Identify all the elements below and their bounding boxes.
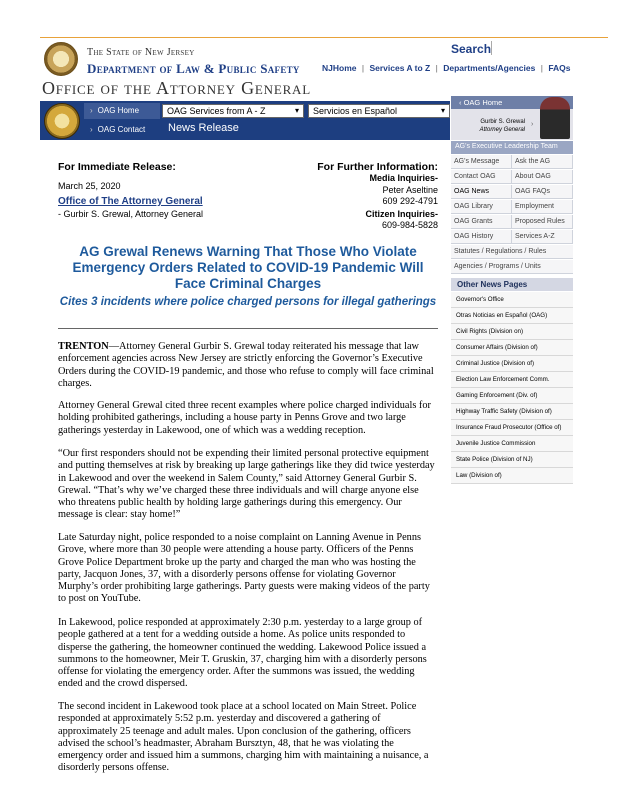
spanish-select[interactable] (308, 104, 450, 118)
services-select[interactable] (162, 104, 304, 118)
link-faqs[interactable]: FAQs (548, 63, 571, 73)
chevron-down-icon: ▾ (294, 106, 299, 115)
link-separator: | (540, 63, 543, 73)
citizen-inquiries-label: Citizen Inquiries- (365, 209, 438, 219)
office-link[interactable]: Office of The Attorney General (58, 196, 203, 207)
chevron-down-icon: ▾ (440, 106, 445, 115)
sidebar-proposed-rules[interactable]: Proposed Rules (512, 215, 573, 229)
release-date: March 25, 2020 (58, 181, 121, 191)
chevron-right-icon: › (531, 121, 534, 128)
nav-oag-contact[interactable] (84, 121, 160, 138)
article-paragraph: In Lakewood, police responded at approximately 2:30 p.m. yesterday to a large group of people gathered at a tent for a wedding outside a home. As police units responded to disperse the gathering, the homeowner continued the wedding. Lakewood Police issued a summons to the homeowner, Meir T. Gruskin, 37, charging him with a disorderly persons offense for violating the emergency order. After the summons was issued, the wedding ended and the crowd dispersed. (58, 617, 427, 690)
chevron-left-icon: ‹ (459, 98, 464, 107)
sidebar-oag-news[interactable]: OAG News (451, 185, 512, 199)
other-news-item[interactable]: Governor's Office (451, 292, 573, 308)
sidebar-ask-the-ag[interactable]: Ask the AG (512, 155, 573, 169)
article-paragraph (58, 341, 438, 390)
other-news-item[interactable]: Insurance Fraud Prosecutor (Office of) (451, 420, 573, 436)
article-paragraph: “Our first responders should not be expending their limited personal protective equipment and putting themselves at risk by breaking up large gatherings like they did twice yesterday in Lakewood and over the weekend in Salem County,” said Attorney General Gurbir S. Grewal. “That’s why we’ve charged these three individuals and will charge anyone else who threatens public health by holding large gatherings during this emergency. Our message is clear: stay home!” (58, 448, 435, 521)
dateline: TRENTON (58, 341, 109, 352)
article-paragraph: Attorney General Grewal cited three recent examples where police charged individuals for holding prohibited gatherings, including a house party in Penns Grove and two large gatherings yesterday in Lakewood, one of which was a wedding reception. (58, 400, 431, 436)
article-paragraph: The second incident in Lakewood took place at a school located on Main Street. Police responded at approximately 5:52 p.m. yesterday and discovered a gathering of approximately 25 teenage and adult males. Upon conclusion of the gathering, officers advised the school’s headmaster, Abraham Bursztyn, 48, that he was violating the emergency order and issued him a summons, charging him with maintaining a nuisance, a disorderly persons offense. (58, 701, 429, 774)
sidebar-oag-home-label: OAG Home (463, 98, 503, 107)
oag-seal-icon[interactable] (44, 103, 80, 139)
link-njhome[interactable]: NJHome (322, 63, 357, 73)
chevron-right-icon: › (90, 125, 93, 134)
attorney-general-line: - Gurbir S. Grewal, Attorney General (58, 209, 204, 219)
site-header (0, 0, 618, 100)
nav-oag-home[interactable] (84, 103, 160, 119)
sidebar-statutes[interactable]: Statutes / Regulations / Rules (451, 245, 573, 259)
sidebar-employment[interactable]: Employment (512, 200, 573, 214)
nav-oag-home-label: OAG Home (97, 106, 140, 115)
link-separator: | (361, 63, 365, 73)
link-separator: | (435, 63, 438, 73)
section-title: News Release (168, 122, 239, 134)
state-line: The State of New Jersey (87, 47, 195, 58)
nav-oag-contact-label: OAG Contact (97, 125, 146, 134)
other-news-title: Other News Pages (451, 278, 573, 291)
sidebar-oag-history[interactable]: OAG History (451, 230, 512, 244)
media-inquiries-label: Media Inquiries- (369, 173, 438, 183)
other-news-item[interactable]: Criminal Justice (Division of) (451, 356, 573, 372)
other-news-item[interactable]: Law (Division of) (451, 468, 573, 484)
nj-seal-icon[interactable] (44, 42, 78, 76)
other-news-item[interactable]: Civil Rights (Division on) (451, 324, 573, 340)
immediate-release-label: For Immediate Release: (58, 161, 176, 173)
sidebar-about-oag[interactable]: About OAG (512, 170, 573, 184)
media-contact-name: Peter Aseltine (382, 185, 438, 195)
article-paragraph: Late Saturday night, police responded to a noise complaint on Lanning Avenue in Penns Grove, where more than 30 people were attending a house party. Officers of the Penns Grove Police Department broke up the party and charged the man who was hosting the party, Jacquon Jones, 37, with a disorderly persons offense for violating Governor Murphy’s order prohibiting large gatherings. Party guests were making videos of the party to post on YouTube. (58, 532, 430, 605)
other-news-item[interactable]: Juvenile Justice Commission (451, 436, 573, 452)
ag-name-block (455, 118, 525, 134)
sidebar-ags-message[interactable]: AG's Message (451, 155, 512, 169)
sidebar-agencies[interactable]: Agencies / Programs / Units (451, 260, 573, 274)
search-separator (491, 41, 492, 55)
top-links (322, 63, 571, 73)
other-news-item[interactable]: State Police (Division of NJ) (451, 452, 573, 468)
citizen-phone: 609-984-5828 (381, 220, 438, 230)
sidebar-contact-oag[interactable]: Contact OAG (451, 170, 512, 184)
department-title[interactable]: Department of Law & Public Safety (87, 61, 300, 76)
paragraph-text: —Attorney General Gurbir S. Grewal today reiterated his message that law enforcement agencies across New Jersey are strictly enforcing the Governor’s Executive Orders during the COVID-19 pandemic, and those who refuse to comply will face criminal charges. (58, 341, 434, 389)
search-link[interactable]: Search (451, 42, 492, 56)
other-news-item[interactable]: Highway Traffic Safety (Division of) (451, 404, 573, 420)
sidebar-leadership-link[interactable]: AG's Executive Leadership Team (451, 141, 573, 154)
link-services-a-to-z[interactable]: Services A to Z (369, 63, 431, 73)
services-select-value: OAG Services from A - Z (167, 106, 266, 116)
article-subhead: Cites 3 incidents where police charged persons for illegal gatherings (59, 296, 437, 308)
other-news-item[interactable]: Election Law Enforcement Comm. (451, 372, 573, 388)
sidebar-oag-library[interactable]: OAG Library (451, 200, 512, 214)
other-news-item[interactable]: Otras Noticias en Español (OAG) (451, 308, 573, 324)
ag-name: Gurbir S. Grewal (480, 119, 525, 125)
sidebar-oag-grants[interactable]: OAG Grants (451, 215, 512, 229)
further-info-label: For Further Information: (317, 161, 438, 173)
media-phone: 609 292-4791 (382, 196, 438, 206)
other-news-item[interactable]: Gaming Enforcement (Div. of) (451, 388, 573, 404)
link-departments-agencies[interactable]: Departments/Agencies (443, 63, 536, 73)
header-rule (40, 37, 608, 38)
spanish-select-value: Servicios en Español (313, 106, 398, 116)
divider (58, 328, 438, 329)
office-title[interactable]: Office of the Attorney General (42, 78, 311, 98)
other-news-item[interactable]: Consumer Affairs (Division of) (451, 340, 573, 356)
article-headline: AG Grewal Renews Warning That Those Who Violate Emergency Orders Related to COVID-19 Pandemic Will Face Criminal Charges (72, 244, 424, 291)
sidebar-services-a-z[interactable]: Services A-Z (512, 230, 573, 244)
ag-title: Attorney General (479, 127, 525, 133)
sidebar-oag-faqs[interactable]: OAG FAQs (512, 185, 573, 199)
chevron-right-icon: › (90, 106, 93, 115)
ag-photo[interactable] (540, 97, 570, 139)
